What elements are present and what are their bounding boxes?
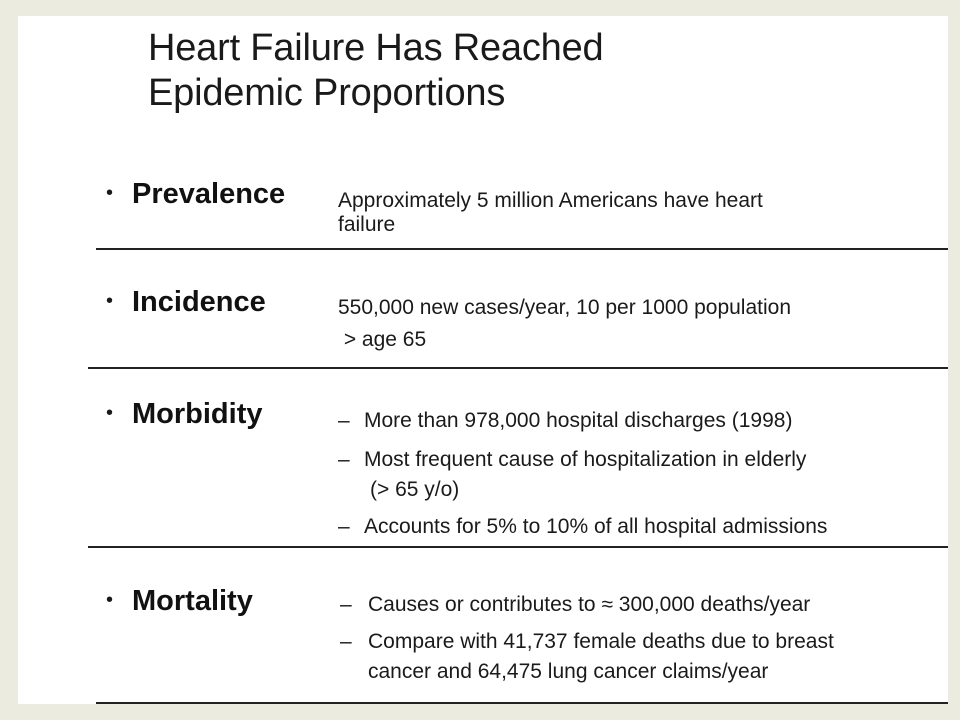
divider xyxy=(88,367,948,369)
divider xyxy=(96,702,948,704)
desc-line: Approximately 5 million Americans have heart xyxy=(338,189,763,212)
title-line-2: Epidemic Proportions xyxy=(148,72,506,114)
term-incidence: Incidence xyxy=(132,286,266,318)
dash: – xyxy=(338,409,350,432)
dash: – xyxy=(340,630,352,653)
bullet: • xyxy=(106,290,114,312)
bullet: • xyxy=(106,402,114,424)
bullet: • xyxy=(106,182,114,204)
term-prevalence: Prevalence xyxy=(132,178,286,210)
term-mortality: Mortality xyxy=(132,585,253,617)
divider xyxy=(96,248,948,250)
desc-prevalence xyxy=(338,185,938,241)
bullet: • xyxy=(106,589,114,611)
title-line-1: Heart Failure Has Reached xyxy=(148,27,604,69)
desc-line: 550,000 new cases/year, 10 per 1000 population xyxy=(338,296,792,319)
dash: – xyxy=(340,593,352,616)
list-item: – Accounts for 5% to 10% of all hospital admissions xyxy=(338,511,938,543)
divider xyxy=(88,546,948,548)
dash: – xyxy=(338,515,350,538)
slide-title xyxy=(148,26,603,116)
desc-morbidity xyxy=(338,405,938,543)
slide xyxy=(18,16,948,704)
desc-line: failure xyxy=(338,213,396,236)
list-item: – Most frequent cause of hospitalization in elderly (> 65 y/o) xyxy=(338,445,938,505)
list-item: – Causes or contributes to ≈ 300,000 deaths/year xyxy=(340,589,940,621)
desc-incidence xyxy=(338,292,938,356)
desc-mortality xyxy=(340,589,940,687)
desc-line: > age 65 xyxy=(338,328,427,351)
term-morbidity: Morbidity xyxy=(132,398,263,430)
dash: – xyxy=(338,448,350,471)
list-item: – Compare with 41,737 female deaths due to breast cancer and 64,475 lung cancer claims/year xyxy=(340,627,940,687)
list-item: – More than 978,000 hospital discharges (1998) xyxy=(338,405,938,437)
